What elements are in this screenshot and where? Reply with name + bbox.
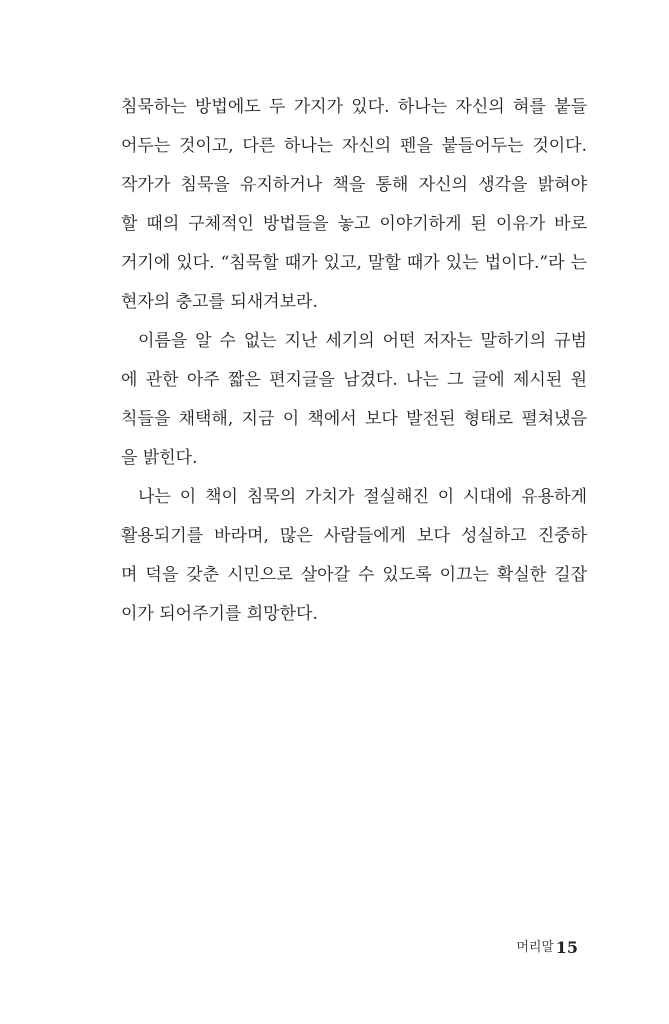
running-footer-title: 머리말 [516, 940, 554, 955]
paragraph-1-line-3: 작가가 침묵을 유지하거나 책을 통해 자신의 생각을 밝혀야 [121, 175, 587, 195]
paragraph-1-line-4: 할 때의 구체적인 방법들을 놓고 이야기하게 된 이유가 바로 [121, 214, 587, 234]
page-number: 15 [555, 938, 578, 957]
paragraph-3-line-1: 나는 이 책이 침묵의 가치가 절실해진 이 시대에 유용하게 [138, 487, 587, 507]
page-footer [0, 936, 669, 960]
paragraph-3-line-3: 며 덕을 갖춘 시민으로 살아갈 수 있도록 이끄는 확실한 길잡 [121, 565, 587, 585]
paragraph-1-line-1: 침묵하는 방법에도 두 가지가 있다. 하나는 자신의 혀를 붙들 [121, 97, 587, 117]
paragraph-3-line-4: 이가 되어주기를 희망한다. [121, 604, 318, 624]
body-text [121, 88, 587, 634]
paragraph-2-line-2: 에 관한 아주 짧은 편지글을 남겼다. 나는 그 글에 제시된 원 [121, 370, 587, 390]
paragraph-1-line-2: 어두는 것이고, 다른 하나는 자신의 펜을 붙들어두는 것이다. [121, 136, 587, 156]
paragraph-2-line-3: 칙들을 채택해, 지금 이 책에서 보다 발전된 형태로 펼쳐냈음 [121, 409, 587, 429]
paragraph-2-line-1: 이름을 알 수 없는 지난 세기의 어떤 저자는 말하기의 규범 [138, 331, 587, 351]
paragraph-2-line-4: 을 밝힌다. [121, 448, 198, 468]
paragraph-1-line-6: 현자의 충고를 되새겨보라. [121, 292, 318, 312]
paragraph-3-line-2: 활용되기를 바라며, 많은 사람들에게 보다 성실하고 진중하 [121, 526, 587, 546]
paragraph-1-line-5: 거기에 있다. “침묵할 때가 있고, 말할 때가 있는 법이다.”라 는 [121, 253, 587, 273]
